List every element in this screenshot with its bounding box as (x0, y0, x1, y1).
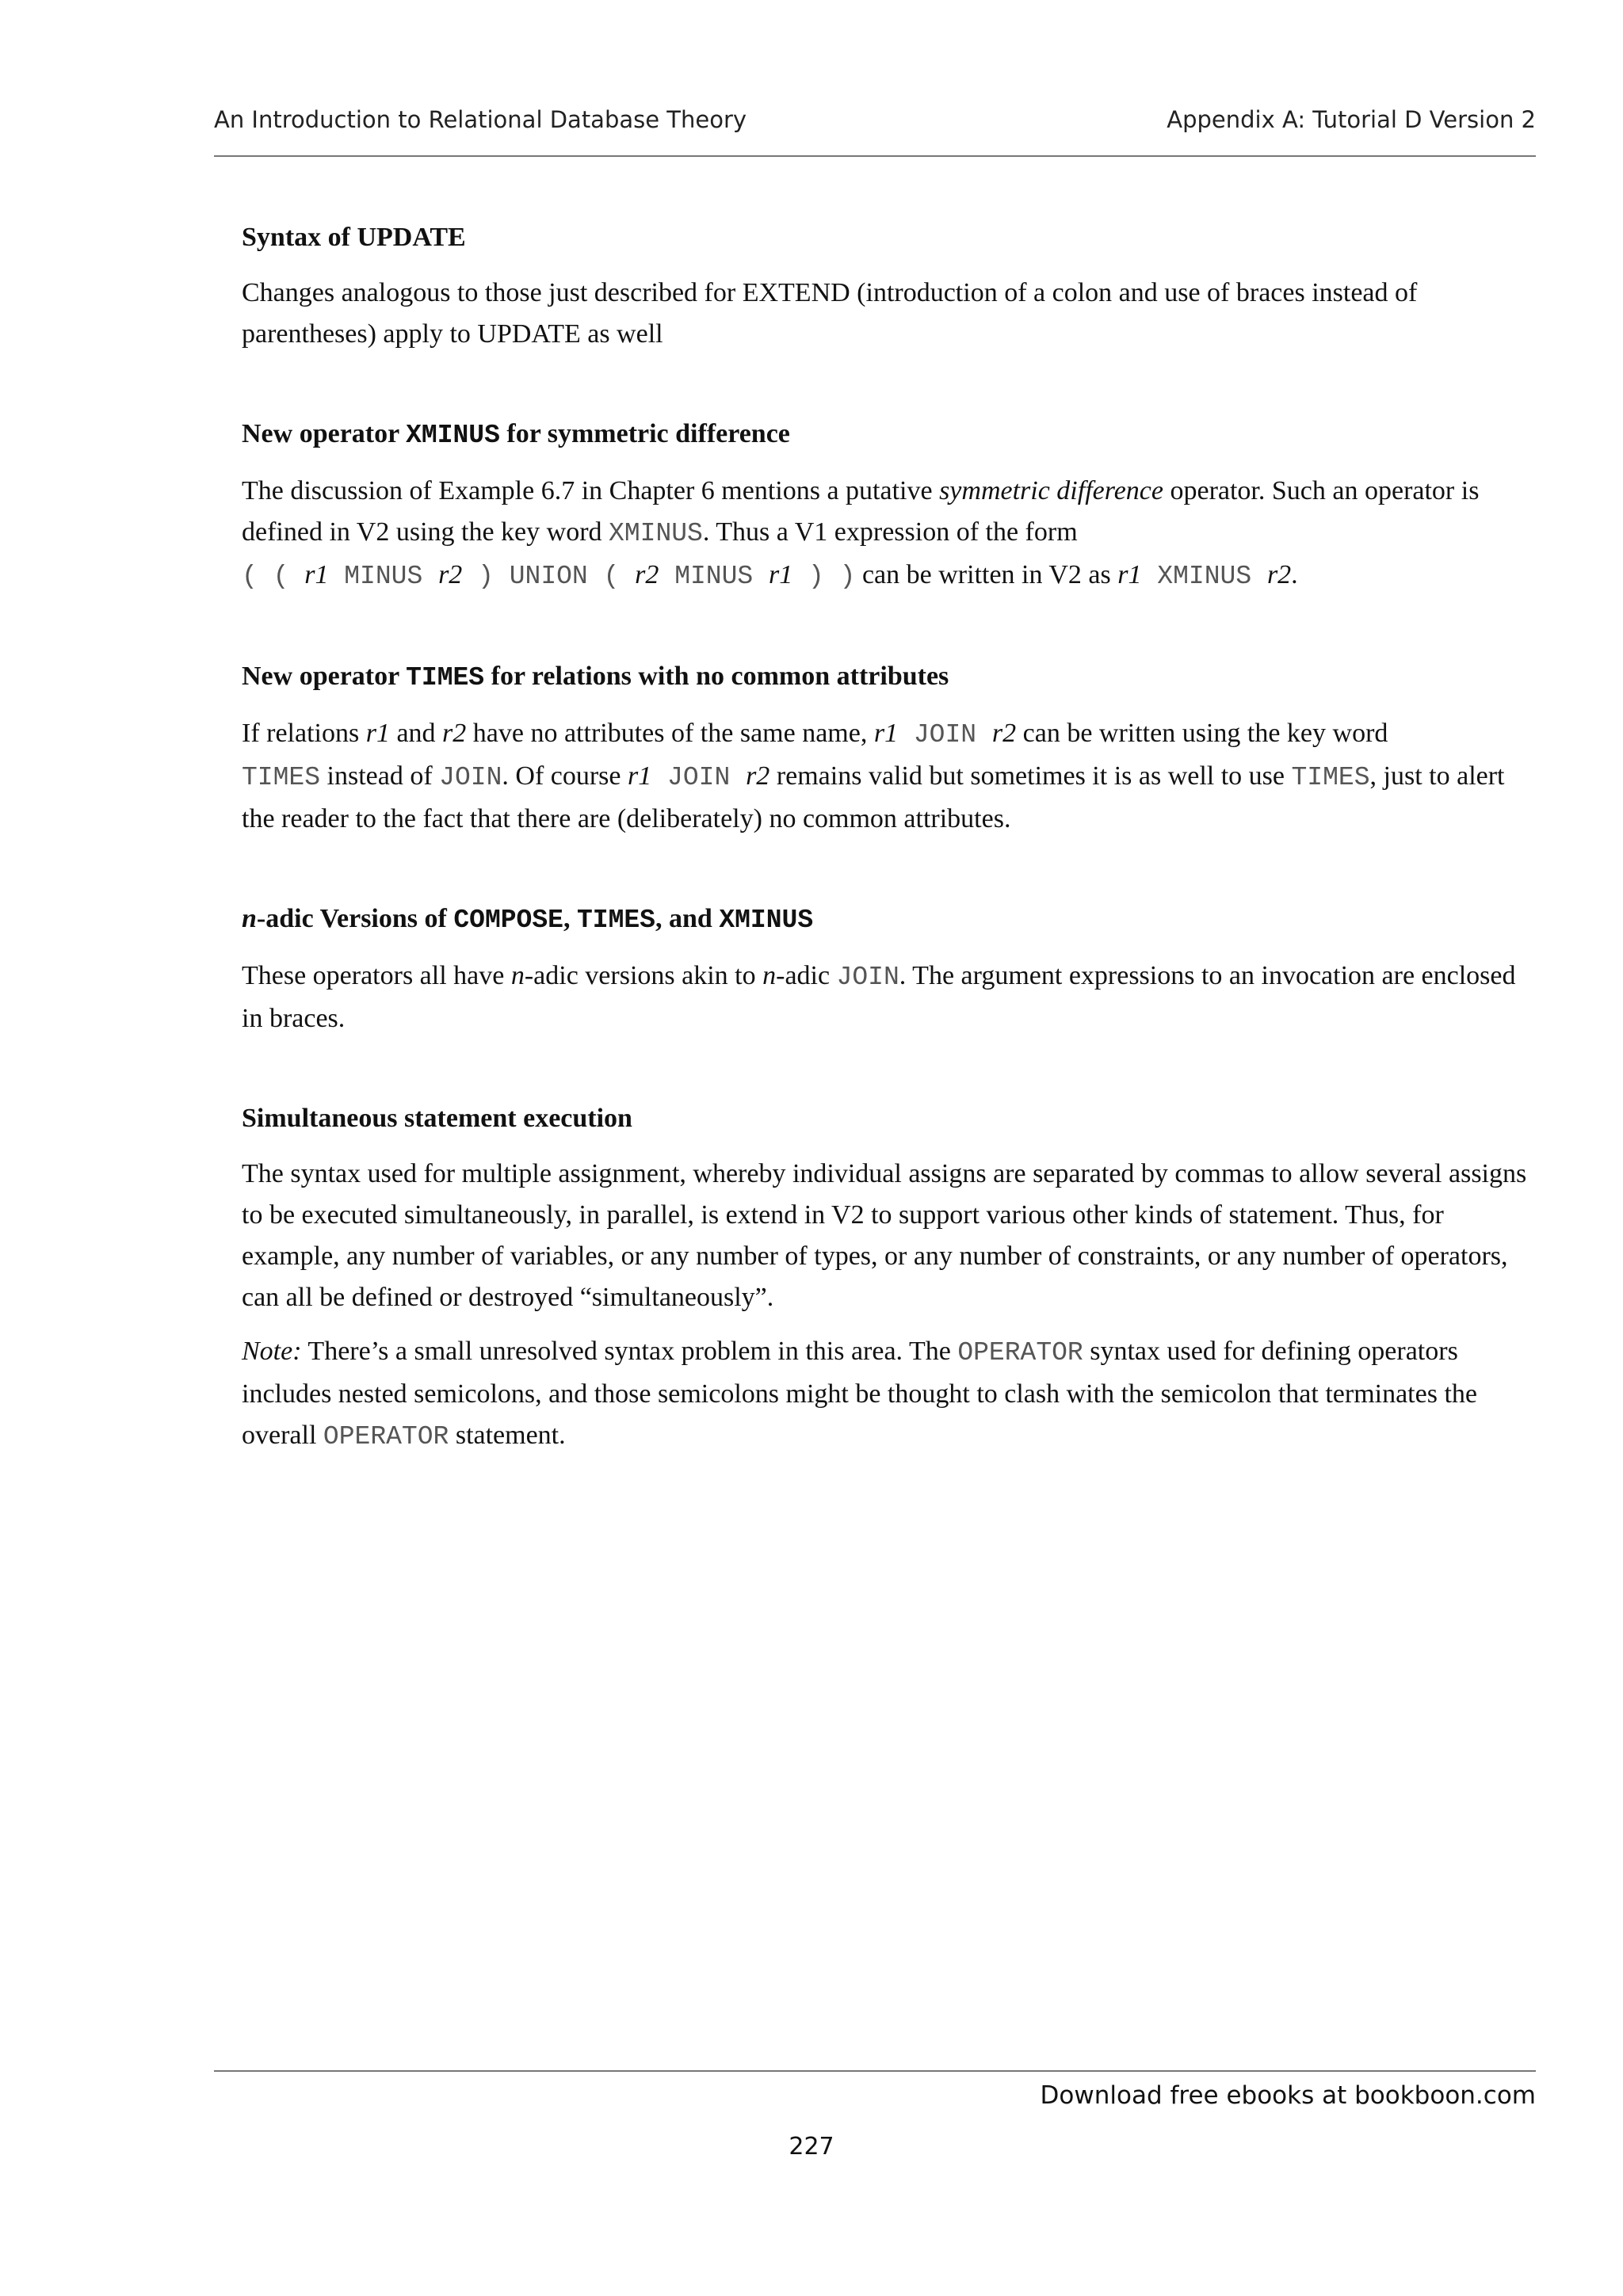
emphasis: symmetric difference (939, 476, 1163, 505)
section-simultaneous-execution (242, 1101, 1536, 1458)
section-heading: n-adic Versions of COMPOSE, TIMES, and XMINUS (242, 904, 814, 935)
section-heading: Syntax of UPDATE (242, 223, 466, 252)
paragraph: The syntax used for multiple assignment, whereby individual assigns are separated by commas to allow several assigns to be executed simultaneously, in parallel, is extend in V2 to support various other kinds of statement. Thus, for example, any number of variables, or any number of types, or any number of constraints, or any number of operators, can all be defined or destroyed “simultaneously”. (242, 1159, 1527, 1312)
running-header (214, 106, 1536, 157)
code-keyword: XMINUS (406, 421, 500, 450)
paragraph: If relations r1 and r2 have no attributes of the same name, r1 JOIN r2 can be written using the key word TIMES instead of JOIN. Of course r1 JOIN r2 remains valid but sometimes it is as well to use TIMES, just to alert the reader to the fact that there are (deliberately) no common attributes. (242, 719, 1505, 833)
chapter-title: Appendix A: Tutorial D Version 2 (1167, 106, 1536, 133)
paragraph: The discussion of Example 6.7 in Chapter 6 mentions a putative symmetric difference operator. Such an operator is defined in V2 using the key word XMINUS. Thus a V1 expression of the form ( ( r1 MINUS r2 ) UNION ( r2 MINUS r1 ) ) can be written in V2 as r1 XMINUS r2. (242, 476, 1480, 591)
code-expression: ( ( r1 MINUS r2 ) UNION ( r2 MINUS r1 ) ) (242, 560, 856, 591)
code-keyword: XMINUS (609, 519, 703, 548)
code-keyword: OPERATOR (957, 1338, 1083, 1367)
section-nadic-versions (242, 902, 1536, 1039)
code-keyword: XMINUS (719, 906, 814, 935)
code-keyword: JOIN (836, 963, 899, 992)
section-heading: Simultaneous statement execution (242, 1104, 632, 1133)
code-keyword: COMPOSE (453, 906, 563, 935)
footer-download-note: Download free ebooks at bookboon.com (1040, 2081, 1536, 2110)
code-keyword: TIMES (406, 663, 485, 692)
page-number: 227 (789, 2133, 834, 2161)
code-keyword: OPERATOR (323, 1422, 449, 1451)
note-label: Note: (242, 1337, 302, 1366)
section-heading: New operator XMINUS for symmetric difference (242, 419, 790, 450)
section-xminus (242, 417, 1536, 597)
note-paragraph: Note: There’s a small unresolved syntax problem in this area. The OPERATOR syntax used for defining operators includes nested semicolons, and those semicolons might be thought to clash with the semicolon that terminates the overall OPERATOR statement. (242, 1337, 1477, 1451)
paragraph: Changes analogous to those just described for EXTEND (introduction of a colon and use of braces instead of parentheses) apply to UPDATE as well (242, 278, 1418, 349)
code-keyword: TIMES (576, 906, 655, 935)
book-title: An Introduction to Relational Database Theory (214, 106, 747, 133)
section-update-syntax (242, 220, 1536, 355)
paragraph: These operators all have n-adic versions akin to n-adic JOIN. The argument expressions to an invocation are enclosed in braces. (242, 961, 1516, 1033)
page-body (242, 220, 1536, 1520)
footer-rule (214, 2070, 1536, 2072)
section-heading: New operator TIMES for relations with no common attributes (242, 662, 949, 692)
section-times (242, 659, 1536, 840)
